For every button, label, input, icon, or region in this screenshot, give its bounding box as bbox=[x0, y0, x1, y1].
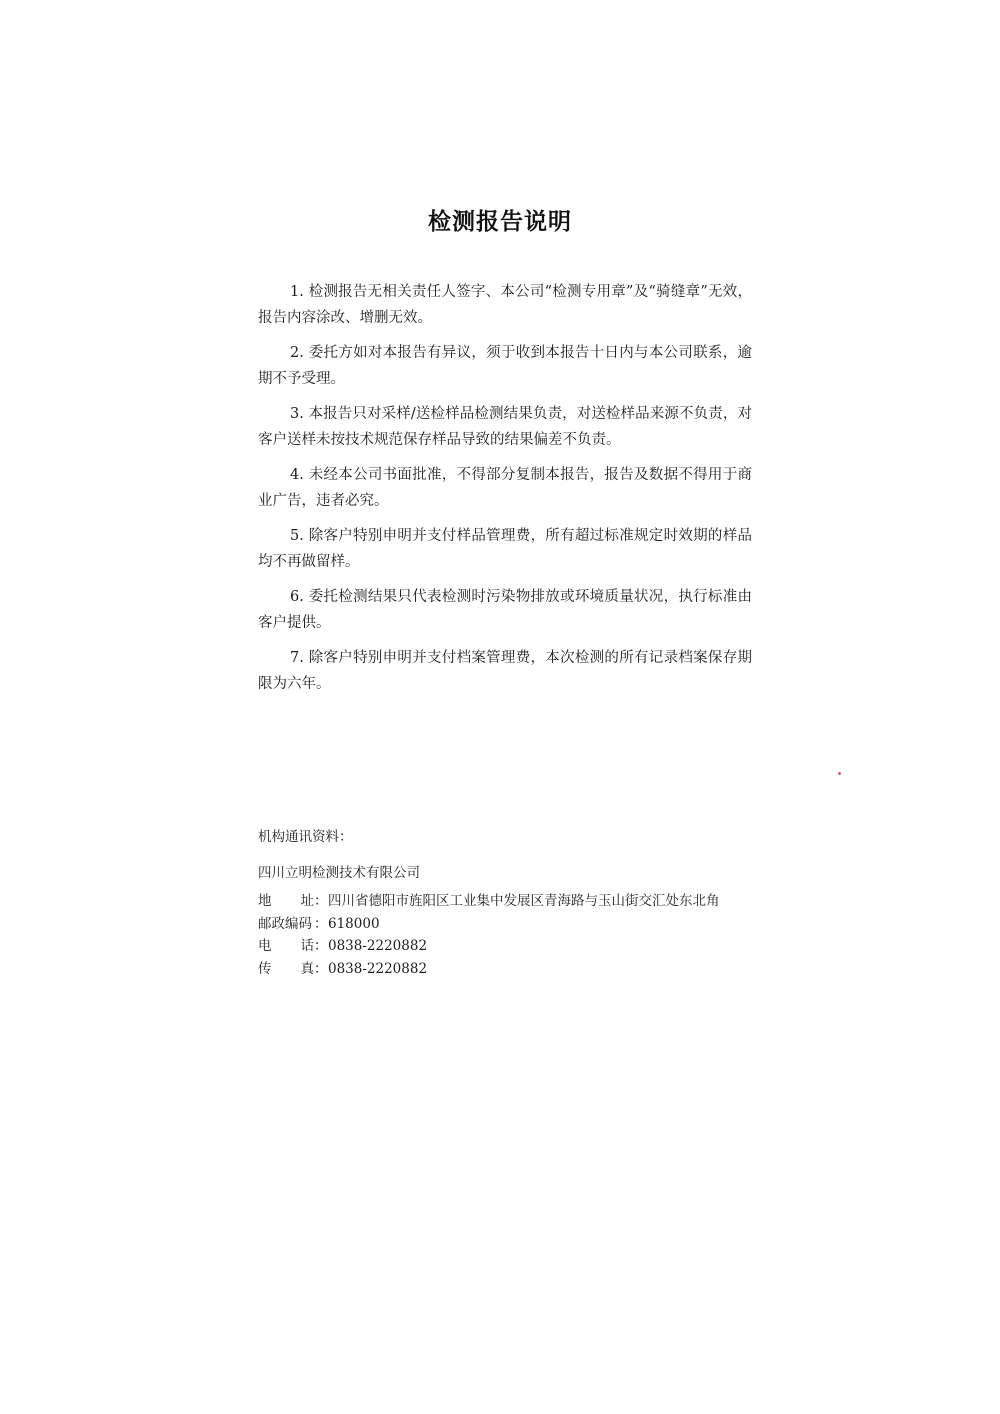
clause-item: 1. 检测报告无相关责任人签字、本公司“检测专用章”及“骑缝章”无效，报告内容涂改、增删无效。 bbox=[258, 284, 752, 326]
fax-value: 0838-2220882 bbox=[328, 960, 428, 977]
postcode-value: 618000 bbox=[328, 915, 380, 932]
fax-label bbox=[258, 958, 314, 981]
label-colon: ： bbox=[314, 938, 328, 954]
fax-row bbox=[258, 958, 778, 981]
phone-label-char: 电 bbox=[258, 938, 272, 954]
postcode-row bbox=[258, 913, 778, 936]
red-ink-dot bbox=[838, 772, 841, 775]
page-title: 检测报告说明 bbox=[428, 208, 572, 235]
fax-label-char: 传 bbox=[258, 960, 272, 977]
label-colon: ： bbox=[314, 893, 328, 909]
contact-heading: 机构通讯资料： bbox=[258, 829, 353, 845]
label-colon: ： bbox=[314, 960, 328, 977]
address-label bbox=[258, 890, 314, 913]
phone-label bbox=[258, 935, 314, 958]
postcode-label: 邮政编码 bbox=[258, 915, 312, 932]
contact-info bbox=[258, 826, 778, 980]
clause-list bbox=[258, 279, 752, 706]
phone-value: 0838-2220882 bbox=[328, 938, 428, 954]
clause-item: 5. 除客户特别申明并支付样品管理费，所有超过标准规定时效期的样品均不再做留样。 bbox=[258, 528, 752, 570]
company-name: 四川立明检测技术有限公司 bbox=[258, 865, 420, 881]
clause-item: 4. 未经本公司书面批准，不得部分复制本报告，报告及数据不得用于商业广告，违者必究。 bbox=[258, 467, 752, 509]
fax-label-char: 真 bbox=[300, 960, 314, 977]
clause-item: 7. 除客户特别申明并支付档案管理费，本次检测的所有记录档案保存期限为六年。 bbox=[258, 650, 752, 692]
clause-item: 2. 委托方如对本报告有异议，须于收到本报告十日内与本公司联系，逾期不予受理。 bbox=[258, 345, 752, 387]
phone-label-char: 话 bbox=[300, 938, 314, 954]
address-row bbox=[258, 890, 778, 913]
address-label-char: 址 bbox=[300, 893, 314, 909]
address-label-char: 地 bbox=[258, 893, 272, 909]
label-colon: ： bbox=[314, 915, 328, 932]
clause-item: 6. 委托检测结果只代表检测时污染物排放或环境质量状况，执行标准由客户提供。 bbox=[258, 589, 752, 631]
phone-row bbox=[258, 935, 778, 958]
clause-item: 3. 本报告只对采样/送检样品检测结果负责，对送检样品来源不负责，对客户送样未按技术规范保存样品导致的结果偏差不负责。 bbox=[258, 406, 752, 448]
address-value: 四川省德阳市旌阳区工业集中发展区青海路与玉山街交汇处东北角 bbox=[328, 893, 720, 909]
